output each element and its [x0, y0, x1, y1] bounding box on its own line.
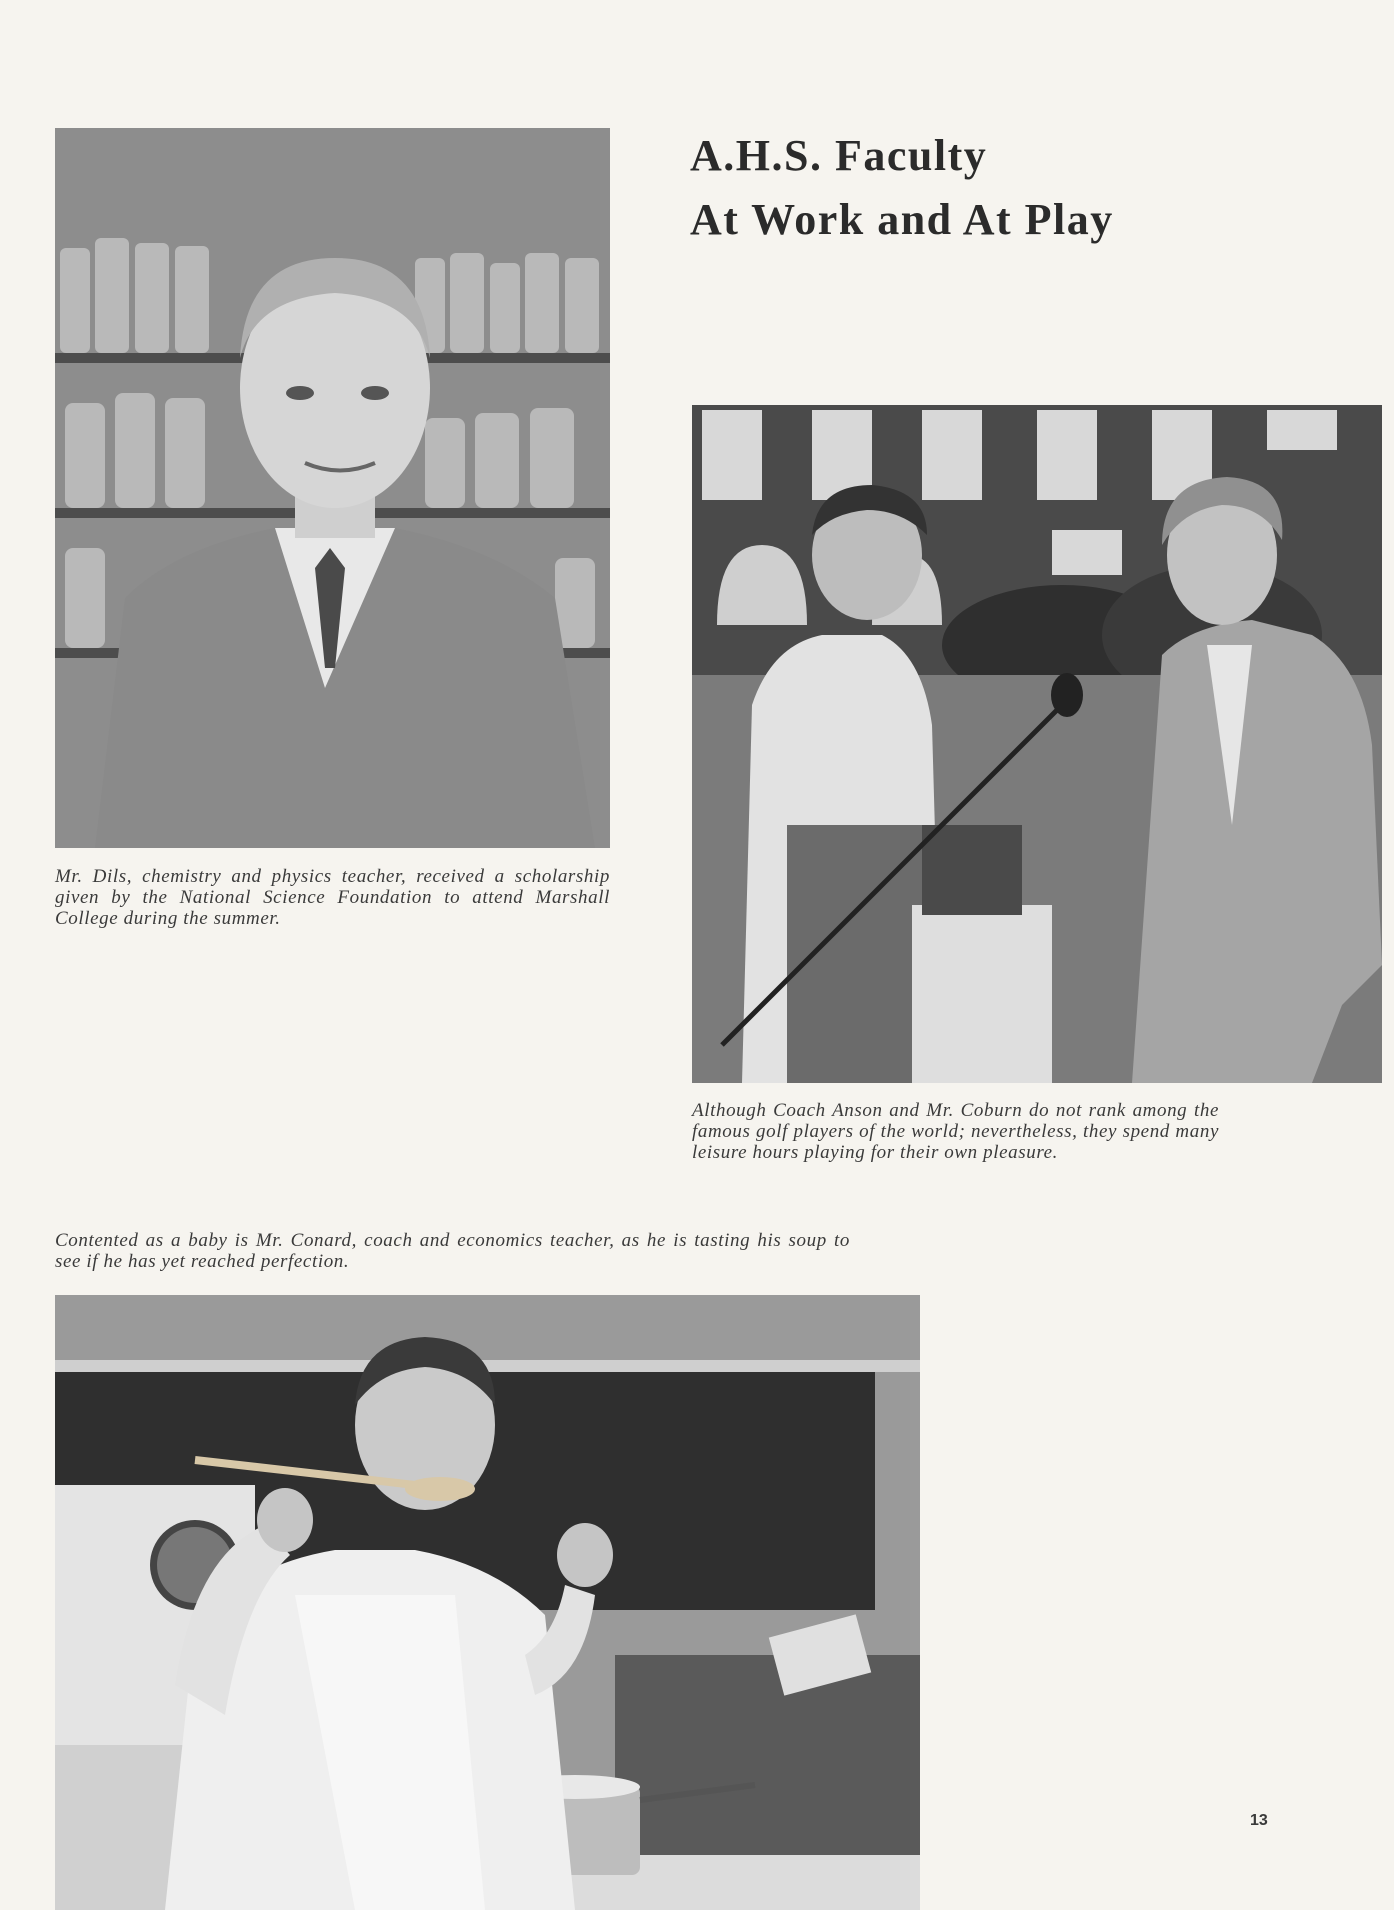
title-line-1: A.H.S. Faculty — [690, 131, 988, 180]
caption-golf: Although Coach Anson and Mr. Coburn do not rank among the famous golf players of the world; nevertheless, they spend many leisure hours playing for their own pleasure. — [692, 1100, 1219, 1163]
caption-dils: Mr. Dils, chemistry and physics teacher, received a scholarship given by the National Science Foundation to attend Marshall College during the summer. — [55, 866, 610, 929]
photo-chemistry-teacher — [55, 128, 610, 848]
title-line-2: At Work and At Play — [690, 195, 1114, 244]
photo-golf-teachers — [692, 405, 1382, 1083]
page-title — [690, 124, 1114, 252]
page-number: 13 — [1250, 1812, 1268, 1829]
caption-conard: Contented as a baby is Mr. Conard, coach and economics teacher, as he is tasting his soup to see if he has yet reached perfection. — [55, 1230, 850, 1272]
photo-cooking-teacher — [55, 1295, 920, 1910]
